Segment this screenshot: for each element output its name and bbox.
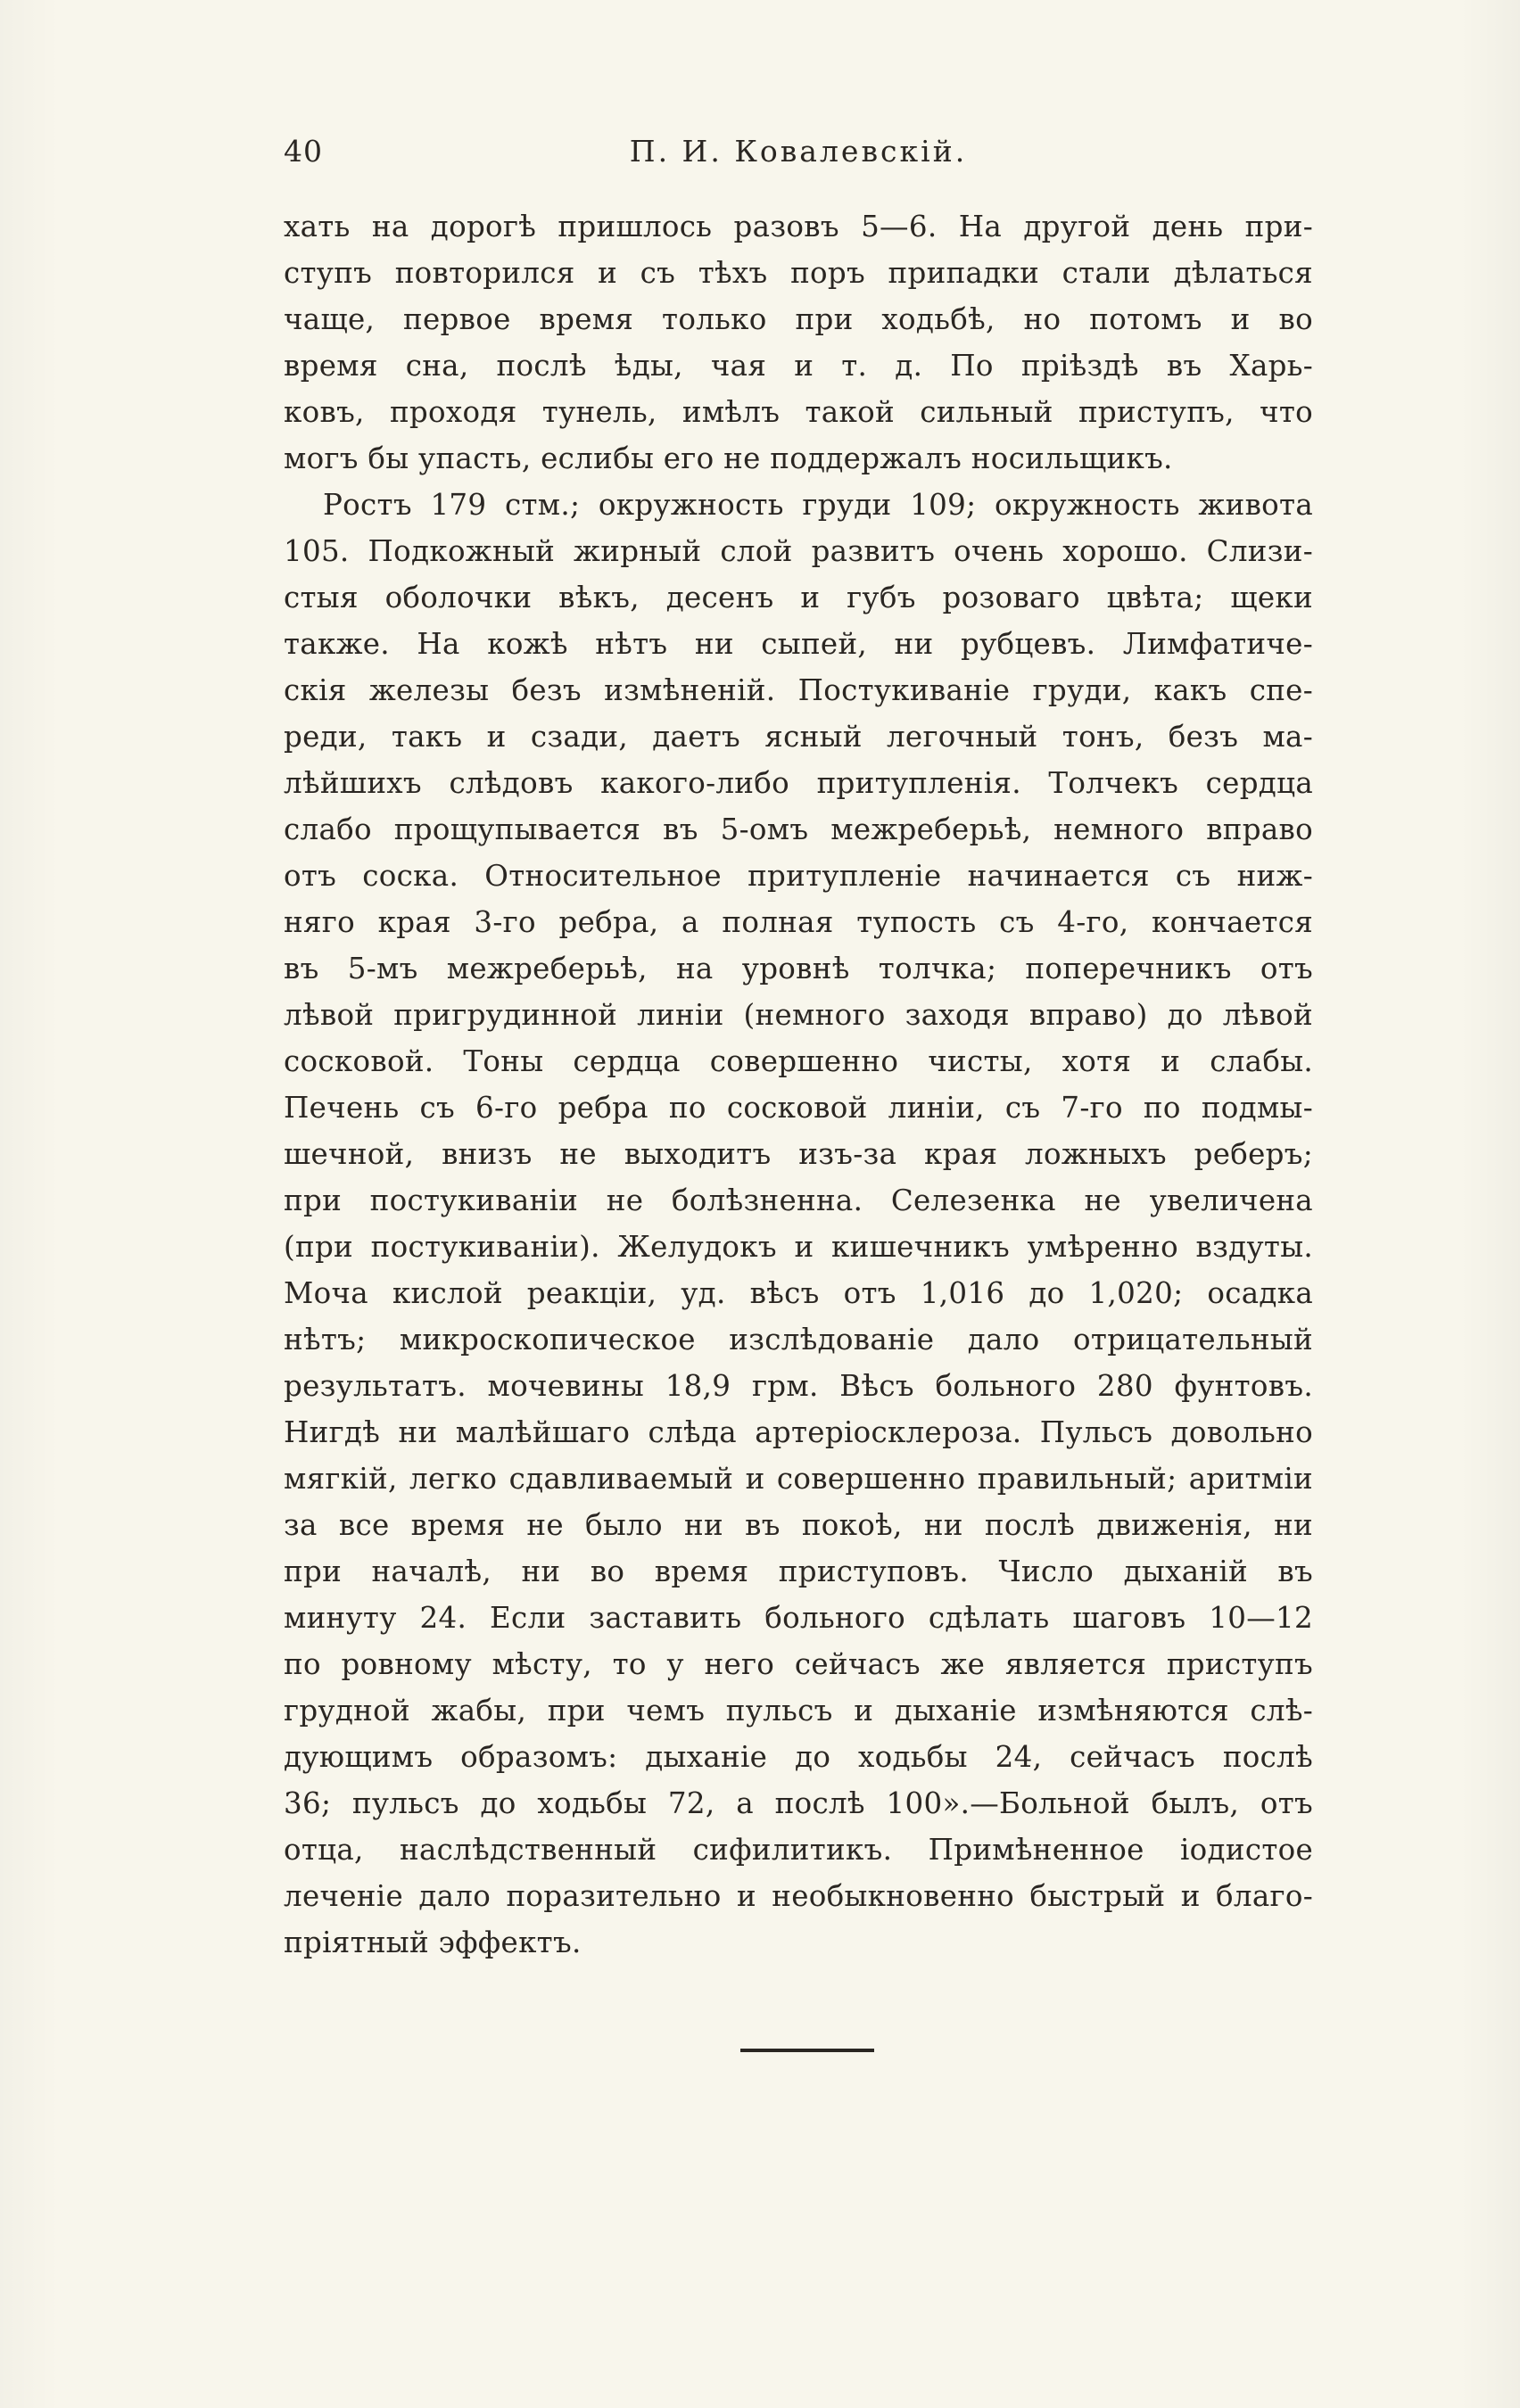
text-line: 105. Подкожный жирный слой развитъ очень хорошо. Слизи- [284, 534, 1313, 568]
text-line: ковъ, проходя тунель, имѣлъ такой сильный приступъ, что [284, 395, 1313, 429]
text-line: стыя оболочки вѣкъ, десенъ и губъ розоваго цвѣта; щеки [284, 581, 1313, 614]
text-line: пріятный эффектъ. [284, 1926, 582, 1959]
text-line: при началѣ, ни во время приступовъ. Число дыханій въ [284, 1554, 1313, 1588]
text-line: могъ бы упасть, еслибы его не поддержалъ носильщикъ. [284, 441, 1173, 475]
text-line: грудной жабы, при чемъ пульсъ и дыханіе измѣняются слѣ- [284, 1694, 1313, 1728]
text-line: отца, наслѣдственный сифилитикъ. Примѣненное іодистое [284, 1833, 1313, 1867]
paragraph-continued [284, 203, 1313, 482]
text-line: нѣтъ; микроскопическое изслѣдованіе дало отрицательный [284, 1323, 1313, 1357]
paragraph-examination [284, 482, 1313, 1966]
text-line: скія железы безъ измѣненій. Постукиваніе груди, какъ спе- [284, 673, 1313, 707]
text-line: лѣйшихъ слѣдовъ какого-либо притупленія. Толчекъ сердца [284, 766, 1313, 800]
text-line: по ровному мѣсту, то у него сейчасъ же является приступъ [284, 1647, 1313, 1681]
text-line: Нигдѣ ни малѣйшаго слѣда артеріосклероза. Пульсъ довольно [284, 1415, 1313, 1449]
section-end-rule [740, 2049, 874, 2052]
text-line: за все время не было ни въ покоѣ, ни послѣ движенія, ни [284, 1508, 1313, 1542]
text-line: чаще, первое время только при ходьбѣ, но потомъ и во [284, 302, 1313, 336]
page-number: 40 [284, 134, 323, 169]
running-head: П. И. Ковалевскій. [629, 134, 968, 169]
text-line: шечной, внизъ не выходитъ изъ-за края ложныхъ реберъ; [284, 1137, 1313, 1171]
text-line: 36; пульсъ до ходьбы 72, а послѣ 100».—Больной былъ, отъ [284, 1786, 1313, 1820]
text-line: также. На кожѣ нѣтъ ни сыпей, ни рубцевъ. Лимфатиче- [284, 627, 1313, 661]
text-line: ступъ повторился и съ тѣхъ поръ припадки стали дѣлаться [284, 256, 1313, 290]
text-line: время сна, послѣ ѣды, чая и т. д. По пріѣздѣ въ Харь- [284, 349, 1313, 383]
text-line: Ростъ 179 стм.; окружность груди 109; окружность живота [323, 488, 1313, 522]
text-line: отъ соска. Относительное притупленіе начинается съ ниж- [284, 859, 1313, 893]
text-line: результатъ. мочевины 18,9 грм. Вѣсъ больного 280 фунтовъ. [284, 1369, 1313, 1403]
page-header [284, 134, 1313, 178]
text-line: лѣвой пригрудинной линіи (немного заходя вправо) до лѣвой [284, 998, 1313, 1032]
text-line: (при постукиваніи). Желудокъ и кишечникъ умѣренно вздуты. [284, 1230, 1313, 1264]
text-line: леченіе дало поразительно и необыкновенно быстрый и благо- [284, 1879, 1313, 1913]
text-line: при постукиваніи не болѣзненна. Селезенка не увеличена [284, 1183, 1313, 1217]
text-line: хать на дорогѣ пришлось разовъ 5—6. На другой день при- [284, 210, 1313, 243]
text-line: реди, такъ и сзади, даетъ ясный легочный тонъ, безъ ма- [284, 720, 1313, 754]
text-line: слабо прощупывается въ 5-омъ межреберьѣ, немного вправо [284, 812, 1313, 846]
body-text [284, 203, 1313, 1966]
text-line: Моча кислой реакціи, уд. вѣсъ отъ 1,016 до 1,020; осадка [284, 1276, 1313, 1310]
text-line: сосковой. Тоны сердца совершенно чисты, хотя и слабы. [284, 1044, 1313, 1078]
text-line: няго края 3-го ребра, а полная тупость съ 4-го, кончается [284, 905, 1313, 939]
text-line: дующимъ образомъ: дыханіе до ходьбы 24, сейчасъ послѣ [284, 1740, 1313, 1774]
text-line: въ 5-мъ межреберьѣ, на уровнѣ толчка; поперечникъ отъ [284, 952, 1313, 985]
text-line: Печень съ 6-го ребра по сосковой линіи, съ 7-го по подмы- [284, 1091, 1313, 1125]
text-line: мягкій, легко сдавливаемый и совершенно правильный; аритміи [284, 1462, 1313, 1496]
text-line: минуту 24. Если заставить больного сдѣлать шаговъ 10—12 [284, 1601, 1313, 1635]
